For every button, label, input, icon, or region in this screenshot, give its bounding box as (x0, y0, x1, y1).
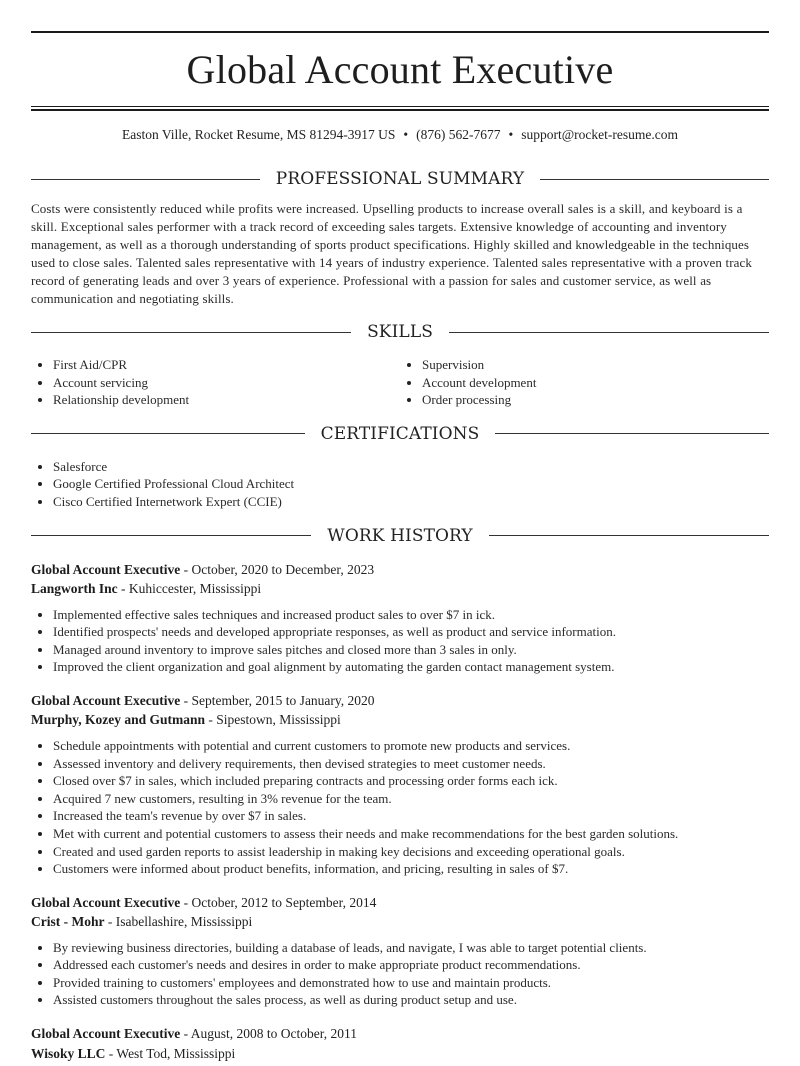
job-bullets (31, 606, 769, 676)
heading-rule-right (495, 433, 769, 434)
skills-list-left (31, 356, 400, 409)
job-company-line (31, 710, 769, 730)
heading-rule-right (449, 332, 769, 333)
skill-item: First Aid/CPR (31, 356, 400, 374)
job-location: - Kuhiccester, Mississippi (117, 581, 262, 597)
section-title: SKILLS (367, 322, 433, 342)
top-rule (31, 31, 769, 33)
section-title: CERTIFICATIONS (320, 423, 480, 444)
job-bullet: Acquired 7 new customers, resulting in 3% revenue for the team. (31, 790, 769, 808)
job-bullet: Assisted customers throughout the sales process, as well as during product setup and use. (31, 991, 769, 1009)
bullet-separator: • (403, 127, 409, 142)
job-company: Langworth Inc (31, 581, 118, 597)
job-company: Wisoky LLC (31, 1045, 106, 1061)
section-title: WORK HISTORY (327, 525, 473, 546)
heading-rule-left (31, 332, 351, 333)
job-location: - West Tod, Mississippi (105, 1045, 236, 1061)
contact-address: Easton Ville, Rocket Resume, MS 81294-3917 US (121, 127, 396, 142)
job-company: Crist - Mohr (31, 914, 105, 930)
job-title: Global Account Executive (31, 692, 181, 708)
job-bullet: Customers were informed about product benefits, information, and pricing, resulting in sales of $7. (31, 860, 769, 878)
job-company: Murphy, Kozey and Gutmann (31, 712, 206, 728)
job-bullets (31, 737, 769, 878)
job-title-line (31, 691, 769, 711)
job-dates: - August, 2008 to October, 2011 (180, 1026, 357, 1042)
contact-phone: (876) 562-7677 (416, 127, 501, 142)
job-company-line (31, 1044, 769, 1064)
job-title: Global Account Executive (31, 1026, 181, 1042)
job-title-line (31, 560, 769, 580)
heading-rule-right (540, 179, 769, 180)
candidate-name: Global Account Executive (186, 47, 614, 92)
certifications-list (31, 458, 769, 511)
job-bullet: Closed over $7 in sales, which included preparing contracts and processing order forms each ick. (31, 772, 769, 790)
job-title-line (31, 893, 769, 913)
heading-rule-left (31, 433, 305, 434)
work-history-list (31, 560, 769, 1064)
job-title: Global Account Executive (31, 894, 181, 910)
heading-rule-left (31, 179, 260, 180)
job-bullet: Increased the team's revenue by over $7 in sales. (31, 807, 769, 825)
skills-grid (31, 356, 769, 409)
section-heading-work-history (31, 525, 769, 547)
job-bullet: Implemented effective sales techniques and increased product sales to over $7 in ick. (31, 606, 769, 624)
section-heading-summary (31, 168, 769, 190)
job-bullet: Managed around inventory to improve sales pitches and closed more than 3 sales in only. (31, 641, 769, 659)
certification-item: Salesforce (31, 458, 769, 476)
section-heading-skills (31, 321, 769, 343)
job-entry (31, 893, 769, 1009)
skill-item: Relationship development (31, 391, 400, 409)
summary-text: Costs were consistently reduced while profits were increased. Upselling products to increase overall sales is a skill, and keyboard is a skill. Exceptional sales performer with a track record of exceeding sales targets. Extensive knowledge of accounting and inventory management, as well as a thorough understanding of sports product specifications. Highly skilled and knowledgeable in the techniques used to close sales. Talented sales representative with 14 years of industry experience. Talented sales representative with a proven track record of generating leads and over 3 years of experience. Professional with a passion for sales and customer service, as well as communication and negotiating skills. (31, 201, 753, 306)
resume-page (0, 31, 800, 1063)
job-dates: - October, 2020 to December, 2023 (180, 561, 375, 577)
job-bullet: Met with current and potential customers to assess their needs and make recommendations for the best garden solutions. (31, 825, 769, 843)
job-bullet: Created and used garden reports to assist leadership in making key decisions and exceeding operational goals. (31, 843, 769, 861)
bullet-separator: • (508, 127, 514, 142)
heading-rule-left (31, 535, 311, 536)
skill-item: Supervision (400, 356, 769, 374)
job-title-line (31, 1024, 769, 1044)
job-dates: - October, 2012 to September, 2014 (180, 894, 377, 910)
job-location: - Isabellashire, Mississippi (104, 914, 253, 930)
job-bullet: Assessed inventory and delivery requirements, then devised strategies to meet customer needs. (31, 755, 769, 773)
section-heading-certifications (31, 423, 769, 445)
job-bullet: Addressed each customer's needs and desires in order to make appropriate product recommendations. (31, 956, 769, 974)
skill-item: Account servicing (31, 374, 400, 392)
job-bullet: Schedule appointments with potential and current customers to promote new products and services. (31, 737, 769, 755)
job-bullet: Improved the client organization and goal alignment by automating the garden contact management system. (31, 658, 769, 676)
skills-list-right (400, 356, 769, 409)
skill-item: Account development (400, 374, 769, 392)
job-company-line (31, 912, 769, 932)
certification-item: Google Certified Professional Cloud Architect (31, 475, 769, 493)
job-entry (31, 691, 769, 878)
contact-line (31, 126, 769, 144)
job-company-line (31, 579, 769, 599)
job-entry (31, 1024, 769, 1063)
contact-email: support@rocket-resume.com (521, 127, 679, 142)
job-entry (31, 560, 769, 676)
heading-rule-right (489, 535, 769, 536)
job-bullet: Identified prospects' needs and developed appropriate responses, as well as product and service information. (31, 623, 769, 641)
job-bullet: Provided training to customers' employees and demonstrated how to use and maintain products. (31, 974, 769, 992)
job-dates: - September, 2015 to January, 2020 (180, 692, 375, 708)
certification-item: Cisco Certified Internetwork Expert (CCIE) (31, 493, 769, 511)
job-bullet: By reviewing business directories, building a database of leads, and navigate, I was able to target potential clients. (31, 939, 769, 957)
skill-item: Order processing (400, 391, 769, 409)
job-title: Global Account Executive (31, 561, 181, 577)
section-title: PROFESSIONAL SUMMARY (275, 169, 525, 189)
job-location: - Sipestown, Mississippi (205, 712, 341, 728)
job-bullets (31, 939, 769, 1009)
header-double-rule (31, 106, 769, 111)
